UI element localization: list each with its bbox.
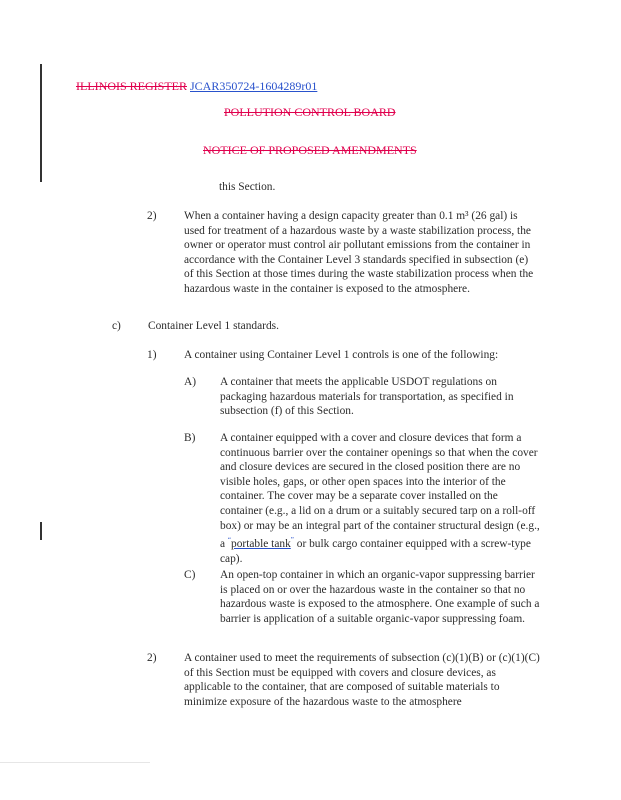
register-insert-text: JCAR350724-1604289r01 xyxy=(190,79,318,93)
scan-artifact-line xyxy=(0,762,150,763)
register-strike-text: ILLINOIS REGISTER xyxy=(76,79,187,93)
subsection-c1C-text: An open-top container in which an organic-vapor suppressing barrier is placed on or over the hazardous waste in the container so that no hazardous waste is exposed to the atmosphere. One example of such a barrier is application of a suitable organic-vapor suppressing foam. xyxy=(220,569,540,625)
subsection-c1-number: 1) xyxy=(147,349,157,361)
board-heading: POLLUTION CONTROL BOARD xyxy=(224,105,396,119)
change-bar-top xyxy=(40,64,42,182)
c1B-text-before: A container equipped with a cover and closure devices that form a continuous barrier over the container openings so that when the cover and closure devices are secured in the closed position there are no visible holes, gaps, or other open spaces into the interior of the container. The cover may be a separate cover installed on the container (e.g., a lid on a drum or a suitably secured tarp on a roll-off box) or may be an integral part of the container structural design (e.g., a xyxy=(220,432,540,550)
subsection-c-number: c) xyxy=(112,320,121,332)
subsection-c1A-text: A container that meets the applicable USDOT regulations on packaging hazardous materials for transportation, as specified in subsection (f) of this Section. xyxy=(220,376,514,418)
subsection-c1B-number: B) xyxy=(184,432,196,444)
subsection-b2-text: When a container having a design capacity greater than 0.1 m³ (26 gal) is used for treatment of a hazardous waste by a waste stabilization process, the owner or operator must control air pollutant emissions from the container in accordance with the Container Level 3 standards specified in subsection (e) of this Section at those times during the waste stabilization process when the hazardous waste in the container is exposed to the atmosphere. xyxy=(184,210,534,295)
subsection-b2-number: 2) xyxy=(147,210,157,222)
subsection-c-heading: Container Level 1 standards. xyxy=(148,320,279,332)
subsection-c1A-number: A) xyxy=(184,376,197,388)
quote-open-mark: “ xyxy=(227,536,232,545)
subsection-c1-text: A container using Container Level 1 controls is one of the following: xyxy=(184,349,499,361)
subsection-c1B-text xyxy=(220,431,540,566)
c1B-text-after: or bulk cargo container equipped with a screw-type cap). xyxy=(220,537,531,565)
carryover-text: this Section. xyxy=(219,181,276,193)
notice-heading: NOTICE OF PROPOSED AMENDMENTS xyxy=(203,143,417,157)
register-header xyxy=(76,79,317,94)
subsection-c1C-number: C) xyxy=(184,569,196,581)
change-bar-mid xyxy=(40,522,42,540)
subsection-c2-number: 2) xyxy=(147,652,157,664)
subsection-c2-text: A container used to meet the requirements of subsection (c)(1)(B) or (c)(1)(C) of this Section must be equipped with covers and closure devices, as applicable to the container, that are composed of suitable materials to minimize exposure of the hazardous waste to the atmosphere xyxy=(184,652,540,708)
c1B-quoted-term: portable tank xyxy=(231,537,291,550)
quote-close-mark: ” xyxy=(290,536,294,545)
